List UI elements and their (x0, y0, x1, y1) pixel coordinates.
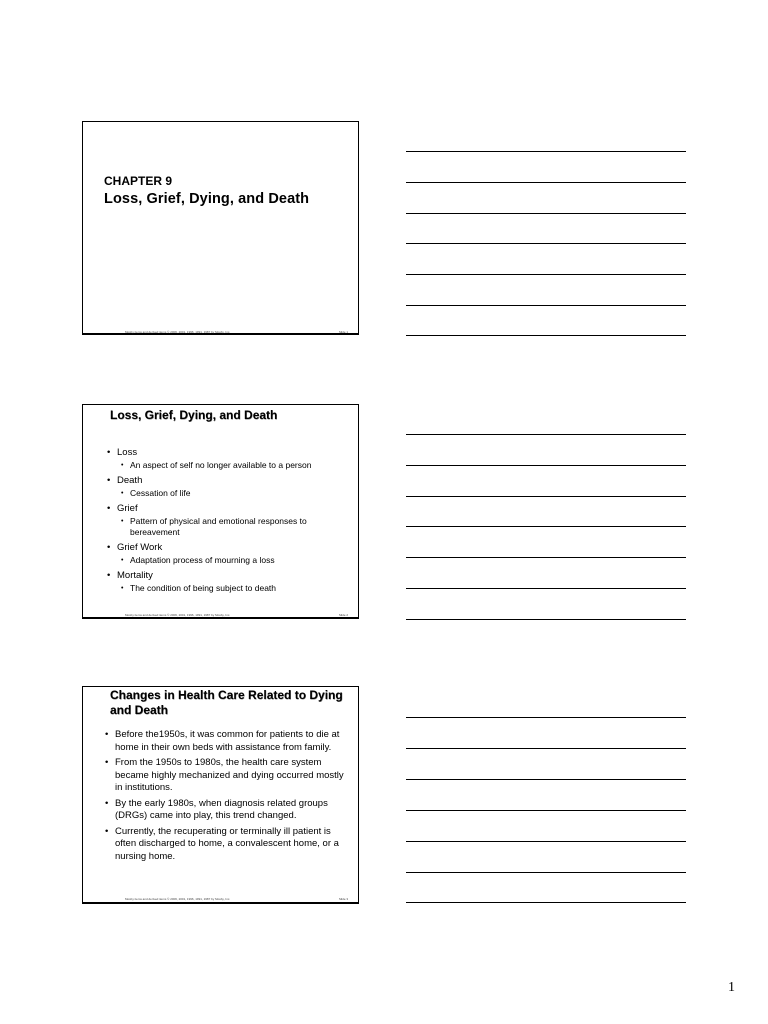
bullet-item: • Currently, the recuperating or terminally ill patient is often discharged to home, a convalescent home, or a nursing home. (105, 826, 349, 864)
notes-line (406, 182, 686, 183)
notes-line (406, 748, 686, 749)
slide-3 (82, 686, 359, 904)
page-number: 1 (728, 980, 735, 995)
bullet-item: • Before the1950s, it was common for patients to die at home in their own beds with assistance from family. (105, 729, 349, 754)
slide-number: Slide 2 (338, 613, 348, 617)
bullet-item: • Grief Work (107, 542, 352, 553)
notes-line (406, 496, 686, 497)
slide-title: Changes in Health Care Related to Dying and Death (110, 688, 343, 717)
bullet-item: • By the early 1980s, when diagnosis related groups (DRGs) came into play, this trend changed. (105, 798, 349, 823)
bullet-item: • Death (107, 475, 352, 486)
bullet-list (107, 447, 352, 598)
sub-bullet-item: • Cessation of life (107, 488, 352, 499)
slide-title: Loss, Grief, Dying, and Death (104, 191, 310, 207)
notes-line (406, 465, 686, 466)
sub-bullet-item: • Adaptation process of mourning a loss (107, 555, 352, 566)
slide-1 (82, 121, 359, 335)
bullet-item: • Loss (107, 447, 352, 458)
chapter-label: CHAPTER 9 (104, 174, 173, 188)
notes-line (406, 557, 686, 558)
bullet-item: • Grief (107, 503, 352, 514)
notes-line (406, 151, 686, 152)
notes-line (406, 619, 686, 620)
slide-copyright: Mosby items and derived items © 2006, 2001, 1996, 1991, 1987 by Mosby, Inc. (125, 330, 231, 334)
notes-line (406, 717, 686, 718)
notes-line (406, 872, 686, 873)
sub-bullet-item: • An aspect of self no longer available to a person (107, 460, 352, 471)
bullet-item: • Mortality (107, 570, 352, 581)
notes-line (406, 335, 686, 336)
notes-line (406, 274, 686, 275)
slide-number: Slide 3 (338, 897, 348, 901)
notes-line (406, 243, 686, 244)
bullet-list (105, 729, 349, 866)
notes-line (406, 526, 686, 527)
notes-line (406, 841, 686, 842)
notes-line (406, 810, 686, 811)
bullet-item: • From the 1950s to 1980s, the health care system became highly mechanized and dying occurred mostly in institutions. (105, 757, 349, 795)
notes-line (406, 902, 686, 903)
slide-title: Loss, Grief, Dying, and Death (110, 408, 278, 422)
slide-2 (82, 404, 359, 619)
notes-line (406, 434, 686, 435)
sub-bullet-item: • The condition of being subject to death (107, 583, 352, 594)
slide-copyright: Mosby items and derived items © 2006, 2001, 1996, 1991, 1987 by Mosby, Inc. (125, 897, 231, 901)
slide-number: Slide 1 (338, 330, 348, 334)
sub-bullet-item: • Pattern of physical and emotional responses to bereavement (107, 516, 352, 538)
notes-line (406, 588, 686, 589)
notes-line (406, 779, 686, 780)
slide-copyright: Mosby items and derived items © 2006, 2001, 1996, 1991, 1987 by Mosby, Inc. (125, 613, 231, 617)
notes-line (406, 305, 686, 306)
notes-line (406, 213, 686, 214)
